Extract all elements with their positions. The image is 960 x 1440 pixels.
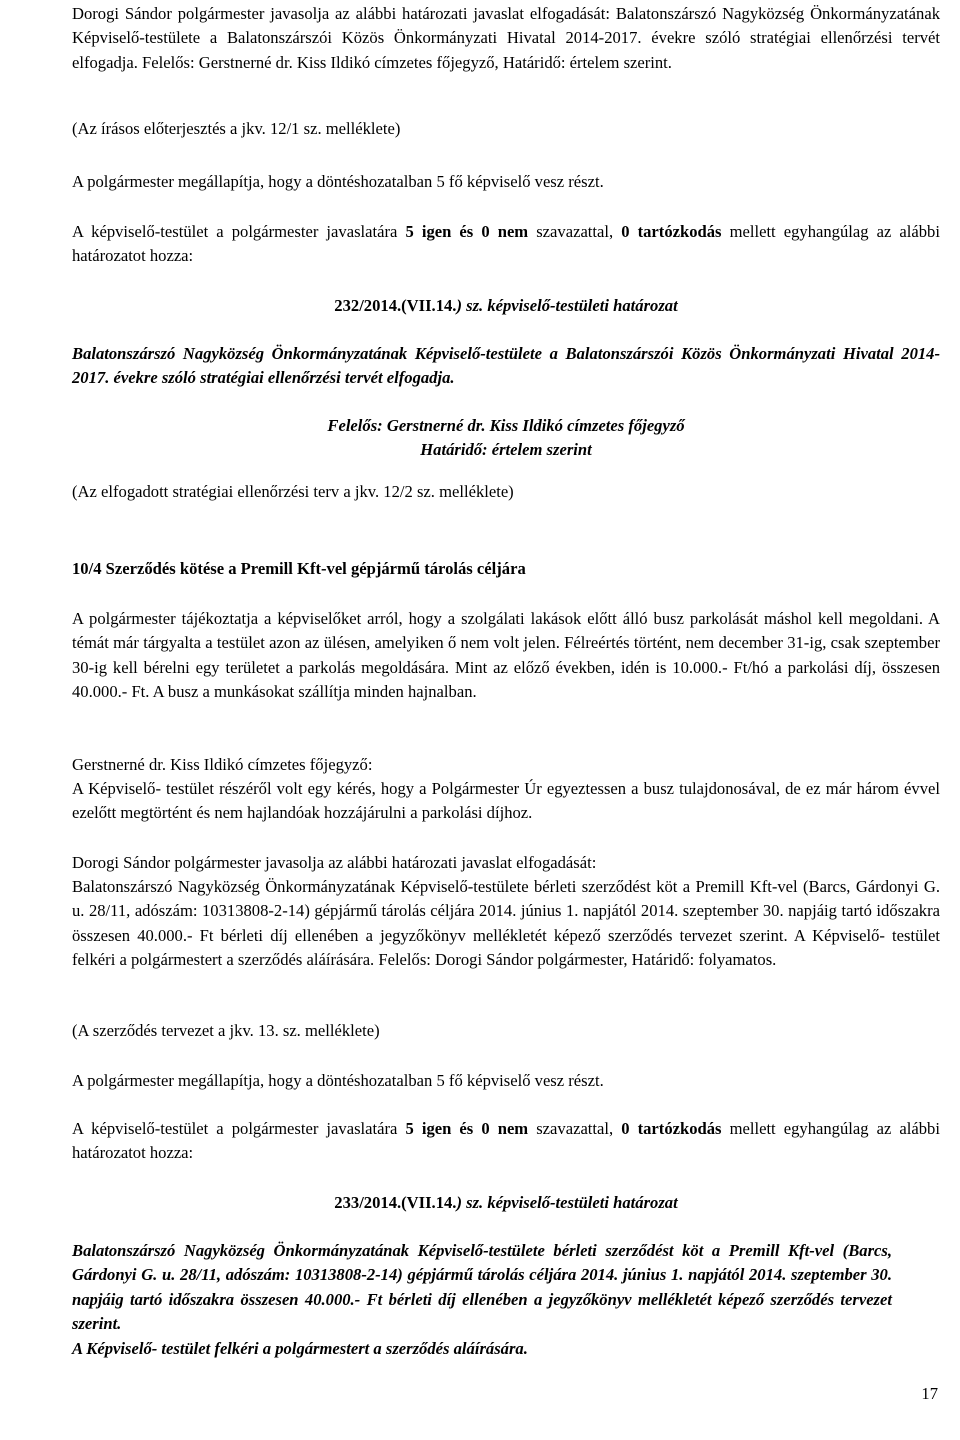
attachment-note-1: (Az írásos előterjesztés a jkv. 12/1 sz. melléklete) <box>72 119 401 138</box>
resolution-title-2: 233/2014.(VII.14.) sz. képviselő-testületi határozat <box>334 1193 678 1212</box>
page-number: 17 <box>921 1384 938 1403</box>
notary-speaker-label: Gerstnerné dr. Kiss Ildikó címzetes főjegyző: <box>72 755 373 774</box>
proposal-paragraph-2: Balatonszárszó Nagyközség Önkormányzatának Képviselő-testülete bérleti szerződést köt a Premill Kft-vel (Barcs, Gárdonyi G. u. 28/11, adószám: 10313808-2-14) gépjármű tárolás céljára 2014. június 1. napjától 2014. szeptember 30. napjáig tartó időszakra összesen 40.000.- Ft bérleti díj ellenében a jegyzőkönyv mellékletét képező szerződés tervezet szerint. A Képviselő- testület felkéri a polgármestert a szerződés aláírására. Felelős: Dorogi Sándor polgármester, Határidő: folyamatos. <box>72 877 940 970</box>
quorum-statement-1: A polgármester megállapítja, hogy a döntéshozatalban 5 fő képviselő vesz részt. <box>72 172 604 191</box>
quorum-statement-2: A polgármester megállapítja, hogy a döntéshozatalban 5 fő képviselő vesz részt. <box>72 1071 604 1090</box>
proposal-paragraph-1: Dorogi Sándor polgármester javasolja az alábbi határozati javaslat elfogadását: Balatonszárszó Nagyközség Önkormányzatának Képviselő-testülete a Balatonszárszói Közös Önkormányzati Hivatal 2014-2017. évekre szóló stratégiai ellenőrzési tervét elfogadja. Felelős: Gerstnerné dr. Kiss Ildikó címzetes főjegyző, Határidő: értelem szerint. <box>72 4 940 72</box>
resolution-body-1: Balatonszárszó Nagyközség Önkormányzatának Képviselő-testülete a Balatonszárszói Közös Önkormányzati Hivatal 2014-2017. évekre szóló stratégiai ellenőrzési tervét elfogadja. <box>72 344 940 388</box>
resolution-body-2: Balatonszárszó Nagyközség Önkormányzatának Képviselő-testülete bérleti szerződést köt a Premill Kft-vel (Barcs, Gárdonyi G. u. 28/11, adószám: 10313808-2-14) gépjármű tárolás céljára 2014. június 1. napjától 2014. szeptember 30. napjáig tartó időszakra összesen 40.000.- Ft bérleti díj ellenében a jegyzőkönyv mellékletét képező szerződés tervezet szerint. <box>72 1241 892 1334</box>
resolution-responsible-1: Felelős: Gerstnerné dr. Kiss Ildikó címzetes főjegyző <box>327 416 685 435</box>
resolution-title-1: 232/2014.(VII.14.) sz. képviselő-testületi határozat <box>334 296 678 315</box>
notary-statement: A Képviselő- testület részéről volt egy kérés, hogy a Polgármester Úr egyeztessen a busz tulajdonosával, de ez már három évvel ezelőtt megtörtént és nem hajlandóak hozzájárulni a parkolási díjhoz. <box>72 779 940 823</box>
attachment-note-2: (Az elfogadott stratégiai ellenőrzési terv a jkv. 12/2 sz. melléklete) <box>72 482 514 501</box>
attachment-note-3: (A szerződés tervezet a jkv. 13. sz. melléklete) <box>72 1021 380 1040</box>
proposal-intro-2: Dorogi Sándor polgármester javasolja az alábbi határozati javaslat elfogadását: <box>72 853 597 872</box>
vote-statement-1: A képviselő-testület a polgármester javaslatára 5 igen és 0 nem szavazattal, 0 tartózkodás mellett egyhangúlag az alábbi határozatot hozza: <box>72 222 940 266</box>
resolution-body-2-request: A Képviselő- testület felkéri a polgármestert a szerződés aláírására. <box>72 1339 528 1358</box>
vote-statement-2: A képviselő-testület a polgármester javaslatára 5 igen és 0 nem szavazattal, 0 tartózkodás mellett egyhangúlag az alábbi határozatot hozza: <box>72 1119 940 1163</box>
section-heading: 10/4 Szerződés kötése a Premill Kft-vel gépjármű tárolás céljára <box>72 559 526 578</box>
mayor-information-paragraph: A polgármester tájékoztatja a képviselőket arról, hogy a szolgálati lakások előtt álló busz parkolását máshol kell megoldani. A témát már tárgyalta a testület azon az ülésen, amelyiken ő nem volt jelen. Félreértés történt, nem december 31-ig, csak szeptember 30-ig kell bérelni egy területet a parkolás megoldására. Mint az előző években, idén is 10.000.- Ft/hó a parkolási díj, összesen 40.000.- Ft. A busz a munkásokat szállítja minden hajnalban. <box>72 609 940 702</box>
resolution-deadline-1: Határidő: értelem szerint <box>420 440 592 459</box>
